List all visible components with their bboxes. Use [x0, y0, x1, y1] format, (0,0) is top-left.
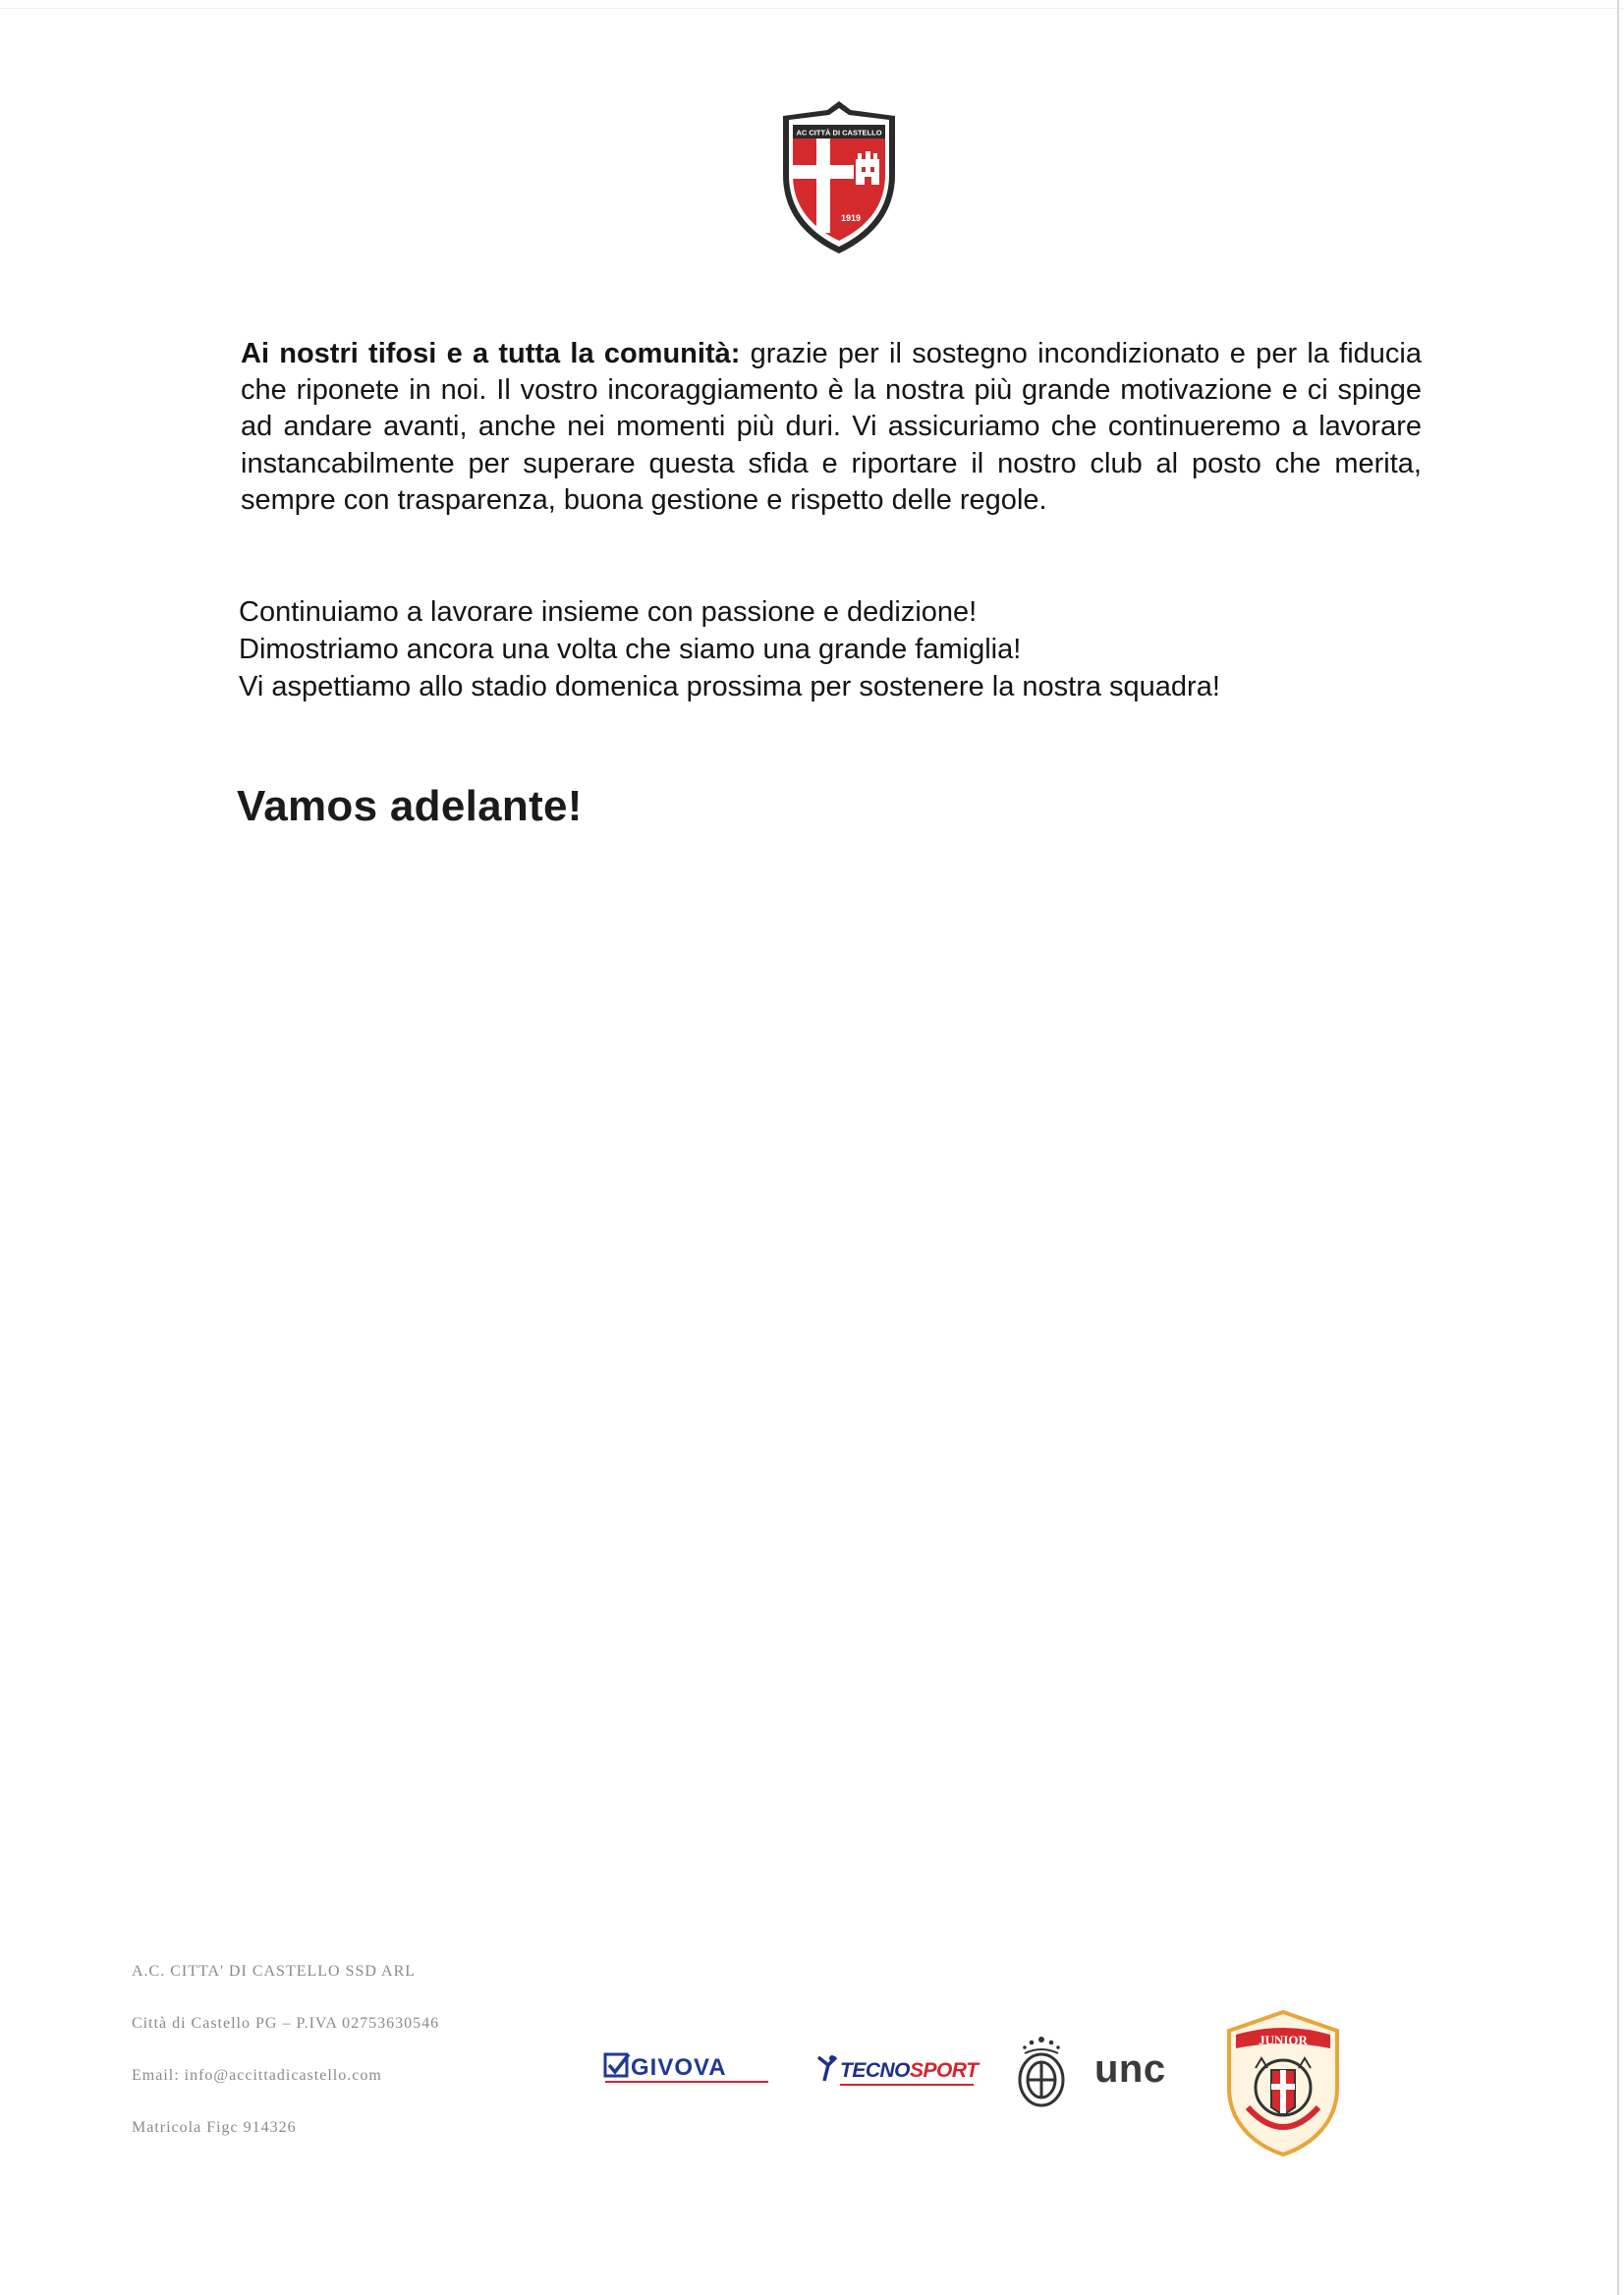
footer-email: Email: info@accittadicastello.com [132, 2067, 382, 2084]
junior-club-logo [1226, 2009, 1340, 2156]
unc-emblem-icon [1017, 2026, 1066, 2122]
crest-year: 1919 [840, 213, 862, 223]
letter-closing [239, 593, 1437, 705]
scan-right-edge [1617, 0, 1619, 2295]
givova-wordmark: GIVOVA [631, 2054, 727, 2081]
closing-line: Dimostriamo ancora una volta che siamo una grande famiglia! [239, 634, 1022, 665]
tecnosport-wordmark [840, 2059, 978, 2083]
footer-company-info [132, 1961, 525, 2169]
footer-company-name: A.C. CITTA' DI CASTELLO SSD ARL [132, 1963, 417, 1980]
letter-paragraph [241, 336, 1422, 519]
letter-paragraph-lead: Ai nostri tifosi e a tutta la comunità: [241, 338, 741, 369]
closing-line: Continuiamo a lavorare insieme con passione e dedizione! [239, 596, 978, 628]
footer-registration: Matricola Figc 914326 [132, 2119, 297, 2136]
junior-label: JUNIOR [1259, 2033, 1308, 2047]
unc-wordmark: unc [1094, 2047, 1166, 2091]
club-crest-logo [777, 98, 901, 255]
letter-paragraph-body: grazie per il sostegno incondizionato e per la fiducia che riponete in noi. Il vostro incoraggiamento è la nostra più grande motivazione e ci spinge ad andare avanti, anche nei momenti più duri. Vi assicuriamo che continueremo a lavorare instancabilmente per superare questa sfida e riportare il nostro club al posto che merita, sempre con trasparenza, buona gestione e rispetto delle regole. [241, 338, 1422, 516]
tecnosport-wordmark-a: TECNO [840, 2059, 910, 2082]
letter-motto: Vamos adelante! [237, 782, 583, 830]
footer-address: Città di Castello PG – P.IVA 02753630546 [132, 2015, 440, 2032]
tecnosport-runner-icon [816, 2053, 838, 2085]
givova-logo [603, 2050, 770, 2086]
tecnosport-underline [840, 2084, 974, 2086]
tecnosport-wordmark-b: SPORT [910, 2059, 979, 2082]
tecnosport-logo [816, 2053, 983, 2093]
closing-line: Vi aspettiamo allo stadio domenica prossima per sostenere la nostra squadra! [239, 671, 1220, 702]
crest-club-name: AC CITTÀ DI CASTELLO [796, 128, 882, 138]
scan-top-edge [0, 8, 1624, 9]
